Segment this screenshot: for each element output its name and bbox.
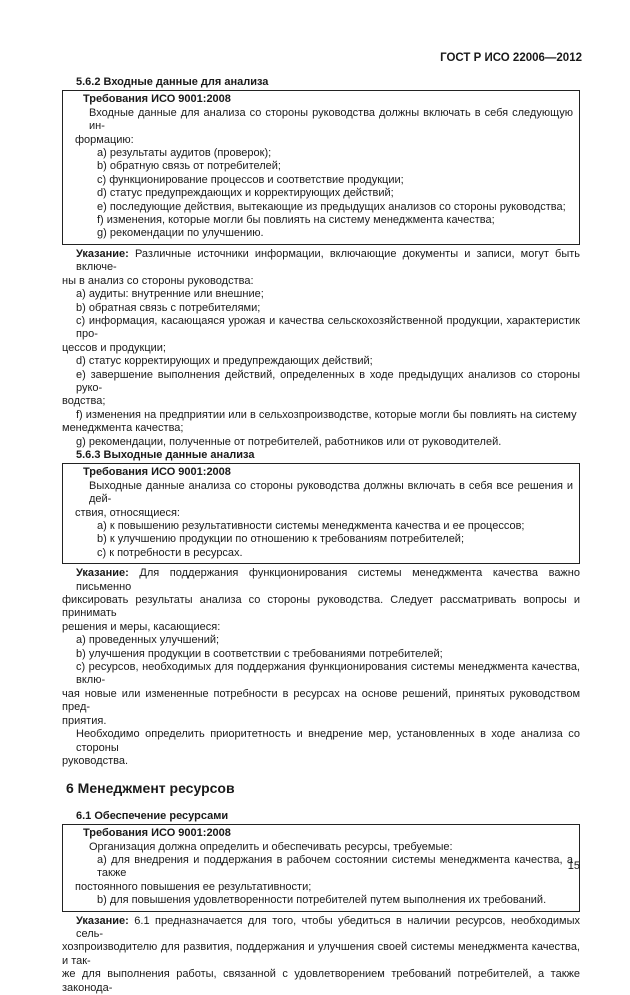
iso-requirements-box-5-6-2 (62, 90, 580, 244)
list-item: a) аудиты: внутренние или внешние; (76, 288, 264, 301)
iso-requirements-box-5-6-3 (62, 463, 580, 564)
list-item: d) статус корректирующих и предупреждающих действий; (76, 355, 373, 368)
list-item: b) к улучшению продукции по отношению к требованиям потребителей; (97, 533, 465, 546)
list-item: b) обратную связь от потребителей; (97, 160, 281, 173)
list-item: a) к повышению результативности системы менеджмента качества и ее процессов; (97, 520, 525, 532)
list-item-continuation: чая новые или измененные потребности в ресурсах на основе решений, принятых руководством пред- (62, 687, 580, 714)
note-paragraph (62, 915, 580, 942)
list-item: c) к потребности в ресурсах. (97, 546, 243, 559)
list-item: f) изменения, которые могли бы повлиять на систему менеджмента качества; (97, 214, 495, 227)
note-paragraph (62, 248, 580, 275)
page-number: 15 (567, 860, 580, 872)
section-5-6-3-title: 5.6.3 Выходные данные анализа (76, 448, 255, 461)
box-text: формацию: (75, 133, 134, 146)
list-item: c) информация, касающаяся урожая и качества сельскохозяйственной продукции, характеристик про- (76, 314, 580, 341)
box-heading: Требования ИСО 9001:2008 (83, 827, 231, 840)
list-item: c) функционирование процессов и соответствие продукции; (97, 173, 404, 186)
list-item: g) рекомендации по улучшению. (97, 227, 264, 240)
list-item: b) обратная связь с потребителями; (76, 301, 261, 314)
box-text: Входные данные для анализа со стороны руководства должны включать в себя следующую ин- (89, 106, 573, 133)
section-5-6-2-title: 5.6.2 Входные данные для анализа (76, 76, 269, 88)
note-text: фиксировать результаты анализа со стороны руководства. Следует рассматривать вопросы и принимать (62, 594, 580, 620)
list-item-continuation: приятия. (62, 714, 107, 727)
list-item: b) улучшения продукции в соответствии с требованиями потребителей; (76, 647, 443, 660)
note-text: Различные источники информации, включающие документы и записи, могут быть включе- (76, 247, 580, 274)
closing-text: Необходимо определить приоритетность и внедрение мер, установленных в ходе анализа со стороны (76, 728, 580, 754)
list-item: e) завершение выполнения действий, определенных в ходе предыдущих анализов со стороны руко- (76, 368, 580, 394)
note-text: Для поддержания функционирования системы менеджмента качества важно письменно (76, 567, 580, 593)
box-text: ствия, относящиеся: (75, 506, 180, 519)
list-item-continuation: постоянного повышения ее результативности; (75, 880, 312, 893)
list-item: a) результаты аудитов (проверок); (97, 147, 272, 160)
closing-text: руководства. (62, 754, 128, 767)
box-text: Выходные данные анализа со стороны руководства должны включать в себя все решения и дей- (89, 479, 573, 506)
document-header: ГОСТ Р ИСО 22006—2012 (440, 52, 582, 64)
note-paragraph (62, 567, 580, 594)
list-item: g) рекомендации, полученные от потребителей, работников или от руководителей. (76, 435, 502, 448)
list-item: b) для повышения удовлетворенности потребителей путем выполнения их требований. (97, 894, 547, 907)
note-text: же для выполнения работы, связанной с удовлетворением требований потребителей, а также законода- (62, 968, 580, 994)
note-label: Указание: (76, 247, 129, 260)
list-item: d) статус предупреждающих и корректирующих действий; (97, 187, 394, 200)
box-heading: Требования ИСО 9001:2008 (83, 466, 231, 479)
box-text: Организация должна определить и обеспечивать ресурсы, требуемые: (89, 840, 453, 853)
list-item-continuation: менеджмента качества; (62, 422, 184, 435)
box-heading: Требования ИСО 9001:2008 (83, 93, 231, 106)
note-text: решения и меры, касающиеся: (62, 620, 221, 633)
list-item-continuation: цессов и продукции; (62, 341, 166, 354)
iso-requirements-box-6-1 (62, 824, 580, 911)
section-6-1-title: 6.1 Обеспечение ресурсами (76, 809, 229, 822)
list-item: a) для внедрения и поддержания в рабочем состоянии системы менеджмента качества, а также (97, 853, 573, 880)
list-item: c) ресурсов, необходимых для поддержания функционирования системы менеджмента качества, вклю- (76, 661, 580, 687)
list-item: a) проведенных улучшений; (76, 634, 220, 647)
note-text: 6.1 предназначается для того, чтобы убедиться в наличии ресурсов, необходимых сель- (76, 914, 580, 940)
note-label: Указание: (76, 914, 129, 927)
section-6-title: 6 Менеджмент ресурсов (66, 780, 235, 797)
note-text: ны в анализ со стороны руководства: (62, 274, 254, 287)
list-item: f) изменения на предприятии или в сельхозпроизводстве, которые могли бы повлиять на систему (76, 408, 577, 421)
list-item-continuation: водства; (62, 395, 106, 408)
page-content (62, 76, 580, 995)
note-text: хозпроизводителю для развития, поддержания и улучшения своей системы менеджмента качества, и так- (62, 941, 580, 967)
note-label: Указание: (76, 567, 129, 580)
list-item: e) последующие действия, вытекающие из предыдущих анализов со стороны руководства; (97, 200, 566, 213)
